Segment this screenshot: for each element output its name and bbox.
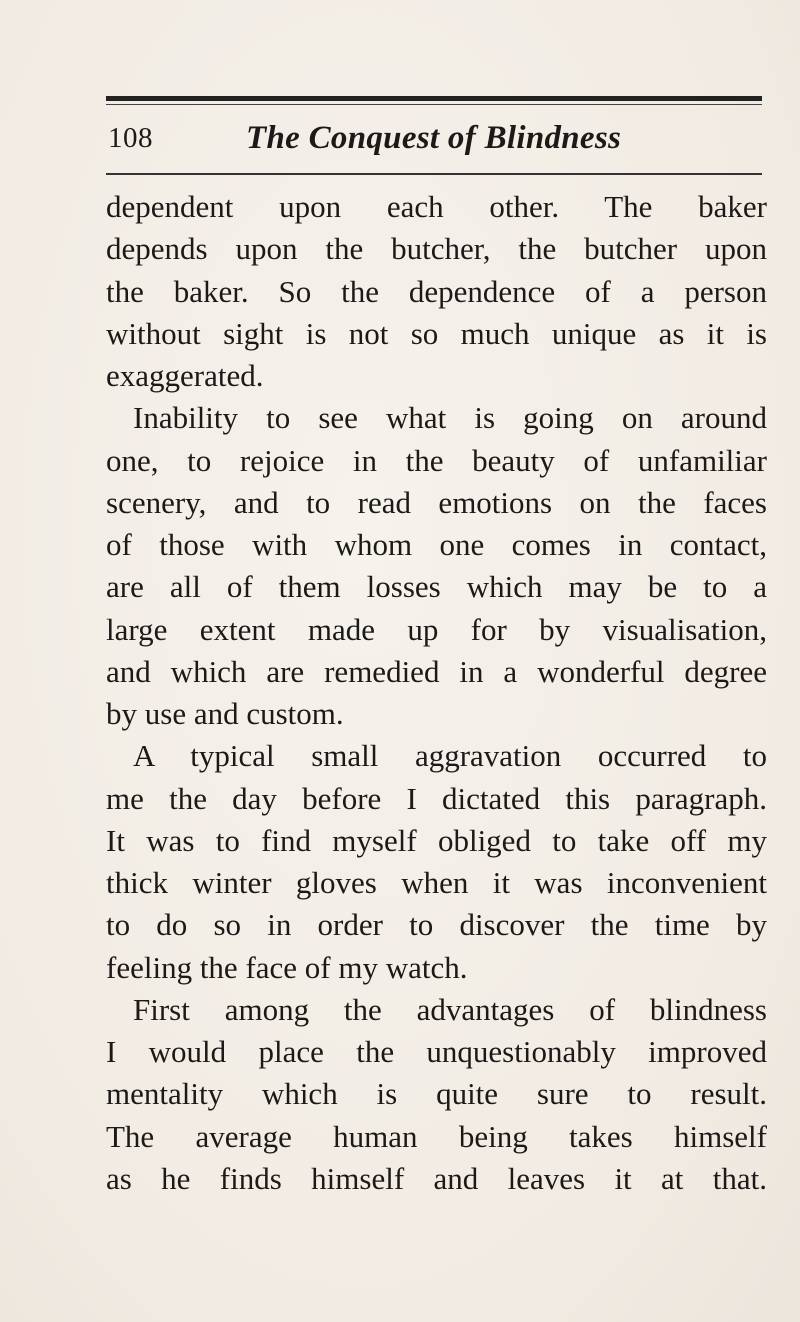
text-line: large extent made up for by visualisation, [106, 611, 767, 647]
book-title: The Conquest of Blindness [246, 120, 622, 156]
text-line: me the day before I dictated this paragraph. [106, 780, 767, 816]
text-line: I would place the unquestionably improved [106, 1034, 767, 1069]
text-line: thick winter gloves when it was inconvenient [106, 865, 767, 900]
running-head-rule [106, 173, 762, 175]
header-rule-thin [106, 104, 762, 105]
text-line: It was to find myself obliged to take off my [106, 822, 767, 858]
text-line: the baker. So the dependence of a person [106, 273, 767, 309]
text-line: dependent upon each other. The baker [106, 189, 767, 224]
text-line: depends upon the butcher, the butcher upon [106, 231, 767, 267]
text-line: to do so in order to discover the time by [106, 907, 767, 943]
text-line: The average human being takes himself [106, 1118, 767, 1154]
text-line: are all of them losses which may be to a [106, 569, 767, 605]
text-line: feeling the face of my watch. [106, 949, 468, 985]
text-line: scenery, and to read emotions on the faces [106, 484, 767, 520]
text-line: of those with whom one comes in contact, [106, 527, 767, 562]
body-text [106, 186, 767, 1200]
running-head [106, 114, 762, 164]
text-line: mentality which is quite sure to result. [106, 1076, 767, 1112]
text-line: and which are remedied in a wonderful degree [106, 653, 767, 689]
text-line: A typical small aggravation occurred to [133, 738, 767, 774]
text-line: Inability to see what is going on around [133, 400, 767, 436]
text-line: exaggerated. [106, 358, 264, 393]
text-line: First among the advantages of blindness [133, 991, 767, 1027]
header-rule-thick [106, 96, 762, 101]
page-number: 108 [108, 122, 153, 154]
text-line: as he finds himself and leaves it at that. [106, 1160, 767, 1196]
text-line: without sight is not so much unique as it is [106, 315, 767, 351]
text-line: one, to rejoice in the beauty of unfamiliar [106, 442, 767, 478]
text-line: by use and custom. [106, 696, 344, 731]
